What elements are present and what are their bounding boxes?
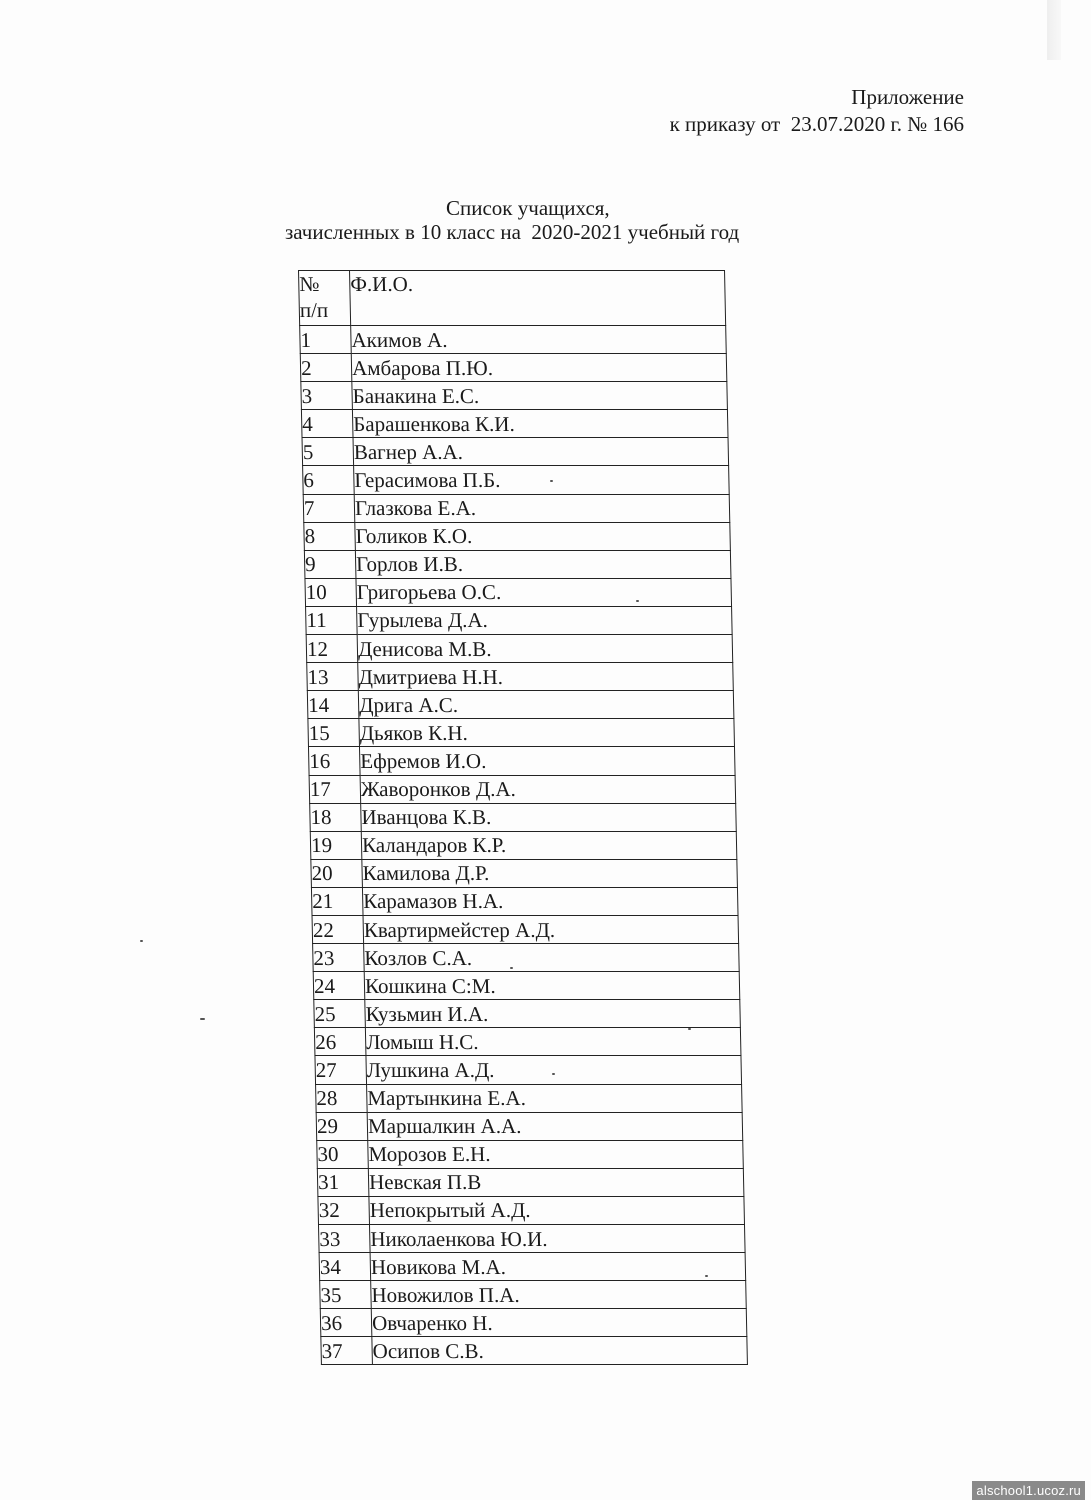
scan-speck [140, 940, 143, 942]
student-name: Глазкова Е.А. [354, 494, 730, 522]
student-name: Гурылева Д.А. [357, 606, 733, 634]
table-row [314, 1028, 741, 1056]
student-name: Жаворонков Д.А. [360, 775, 736, 803]
table-row [313, 972, 740, 1000]
table-row [319, 1253, 746, 1281]
table-row [317, 1168, 744, 1196]
scan-speck [552, 1073, 555, 1075]
student-name: Маршалкин А.А. [367, 1112, 743, 1140]
table-row [318, 1196, 745, 1224]
student-name: Кошкина С:М. [364, 972, 740, 1000]
student-name: Мартынкина Е.А. [367, 1084, 743, 1112]
row-number: 22 [312, 915, 364, 943]
student-name: Непокрытый А.Д. [369, 1196, 745, 1224]
row-number: 18 [310, 803, 362, 831]
scan-speck [510, 967, 513, 969]
student-name: Акимов А. [351, 326, 727, 354]
student-name: Ломыш Н.С. [365, 1028, 741, 1056]
table-row [312, 915, 739, 943]
row-number: 13 [307, 663, 359, 691]
row-number: 1 [300, 326, 352, 354]
row-number: 20 [311, 859, 363, 887]
table-row [320, 1281, 747, 1309]
student-name: Григорьева О.С. [356, 578, 732, 606]
table-row [301, 410, 728, 438]
student-name: Горлов И.В. [355, 550, 731, 578]
table-row [303, 494, 730, 522]
student-name: Новикова М.А. [370, 1253, 746, 1281]
table-row [316, 1084, 743, 1112]
row-number: 21 [311, 887, 363, 915]
header-number [299, 271, 351, 326]
student-name: Камилова Д.Р. [362, 859, 738, 887]
table-row [311, 887, 738, 915]
row-number: 28 [316, 1084, 368, 1112]
row-number: 7 [303, 494, 355, 522]
student-name: Ефремов И.О. [359, 747, 735, 775]
row-number: 37 [321, 1337, 373, 1365]
title-line-1: Список учащихся, [446, 196, 610, 220]
student-table [298, 270, 748, 1365]
student-name: Карамазов Н.А. [362, 887, 738, 915]
student-name: Морозов Е.Н. [368, 1140, 744, 1168]
header-number-label: п/п [299, 298, 329, 322]
table-row [311, 859, 738, 887]
row-number: 19 [310, 831, 362, 859]
row-number: 5 [302, 438, 354, 466]
table-row [308, 747, 735, 775]
table-row [305, 578, 732, 606]
table-row [316, 1112, 743, 1140]
student-name: Амбарова П.Ю. [351, 354, 727, 382]
row-number: 12 [306, 635, 358, 663]
student-name: Иванцова К.В. [361, 803, 737, 831]
table-row [302, 438, 729, 466]
table-row [301, 382, 728, 410]
row-number: 36 [320, 1309, 372, 1337]
student-name: Дмитриева Н.Н. [358, 663, 734, 691]
student-name: Вагнер А.А. [353, 438, 729, 466]
table-row [321, 1337, 748, 1365]
table-row [309, 775, 736, 803]
row-number: 3 [301, 382, 353, 410]
table-row [310, 803, 737, 831]
student-name: Осипов С.В. [372, 1337, 748, 1365]
table-row [313, 944, 740, 972]
scan-speck [636, 600, 639, 602]
row-number: 29 [316, 1112, 368, 1140]
row-number: 23 [313, 944, 365, 972]
table-row [303, 466, 730, 494]
row-number: 15 [308, 719, 360, 747]
table-row [300, 354, 727, 382]
student-name: Каландаров К.Р. [361, 831, 737, 859]
table-row [304, 550, 731, 578]
row-number: 6 [303, 466, 355, 494]
student-name: Голиков К.О. [355, 522, 731, 550]
student-name: Новожилов П.А. [371, 1281, 747, 1309]
row-number: 25 [314, 1000, 366, 1028]
table-header-row [299, 271, 726, 326]
row-number: 33 [318, 1225, 370, 1253]
row-number: 31 [317, 1168, 369, 1196]
student-name: Козлов С.А. [364, 944, 740, 972]
student-name: Денисова М.В. [357, 635, 733, 663]
row-number: 16 [308, 747, 360, 775]
row-number: 4 [301, 410, 353, 438]
row-number: 10 [305, 578, 357, 606]
scan-speck [688, 1028, 691, 1030]
table-row [306, 606, 733, 634]
row-number: 27 [315, 1056, 367, 1084]
row-number: 9 [304, 550, 356, 578]
student-name: Барашенкова К.И. [352, 410, 728, 438]
row-number: 24 [313, 972, 365, 1000]
table-row [308, 719, 735, 747]
row-number: 30 [317, 1140, 369, 1168]
row-number: 11 [306, 606, 358, 634]
header-number-symbol: № [299, 272, 320, 296]
table-row [307, 663, 734, 691]
scan-speck [705, 1275, 708, 1277]
table-row [318, 1225, 745, 1253]
title-line-2: зачисленных в 10 класс на 2020-2021 учебный год [285, 220, 740, 244]
row-number: 32 [318, 1196, 370, 1224]
table-row [304, 522, 731, 550]
appendix-label: Приложение [851, 85, 964, 109]
student-name: Дрига А.С. [358, 691, 734, 719]
student-name: Лушкина А.Д. [366, 1056, 742, 1084]
student-name: Банакина Е.С. [352, 382, 728, 410]
table-body [300, 326, 748, 1365]
row-number: 34 [319, 1253, 371, 1281]
student-name: Николаенкова Ю.И. [369, 1225, 745, 1253]
student-name: Герасимова П.Б. [354, 466, 730, 494]
student-name: Овчаренко Н. [371, 1309, 747, 1337]
row-number: 14 [307, 691, 359, 719]
row-number: 2 [300, 354, 352, 382]
table-row [314, 1000, 741, 1028]
scan-speck [550, 480, 553, 482]
table-row [300, 326, 727, 354]
table-row [306, 635, 733, 663]
row-number: 26 [314, 1028, 366, 1056]
site-watermark: alschool1.ucoz.ru [972, 1481, 1085, 1500]
row-number: 17 [309, 775, 361, 803]
row-number: 8 [304, 522, 356, 550]
table-row [317, 1140, 744, 1168]
order-reference: к приказу от 23.07.2020 г. № 166 [669, 112, 964, 136]
student-name: Квартирмейстер А.Д. [363, 915, 739, 943]
scan-edge-mark [1047, 0, 1061, 60]
table-row [320, 1309, 747, 1337]
scan-speck [200, 1018, 205, 1020]
student-name: Невская П.В [368, 1168, 744, 1196]
header-name: Ф.И.О. [350, 271, 726, 326]
table-row [310, 831, 737, 859]
table-row [315, 1056, 742, 1084]
student-name: Дьяков К.Н. [359, 719, 735, 747]
table-row [307, 691, 734, 719]
appendix-header [670, 84, 964, 138]
row-number: 35 [320, 1281, 372, 1309]
student-name: Кузьмин И.А. [365, 1000, 741, 1028]
